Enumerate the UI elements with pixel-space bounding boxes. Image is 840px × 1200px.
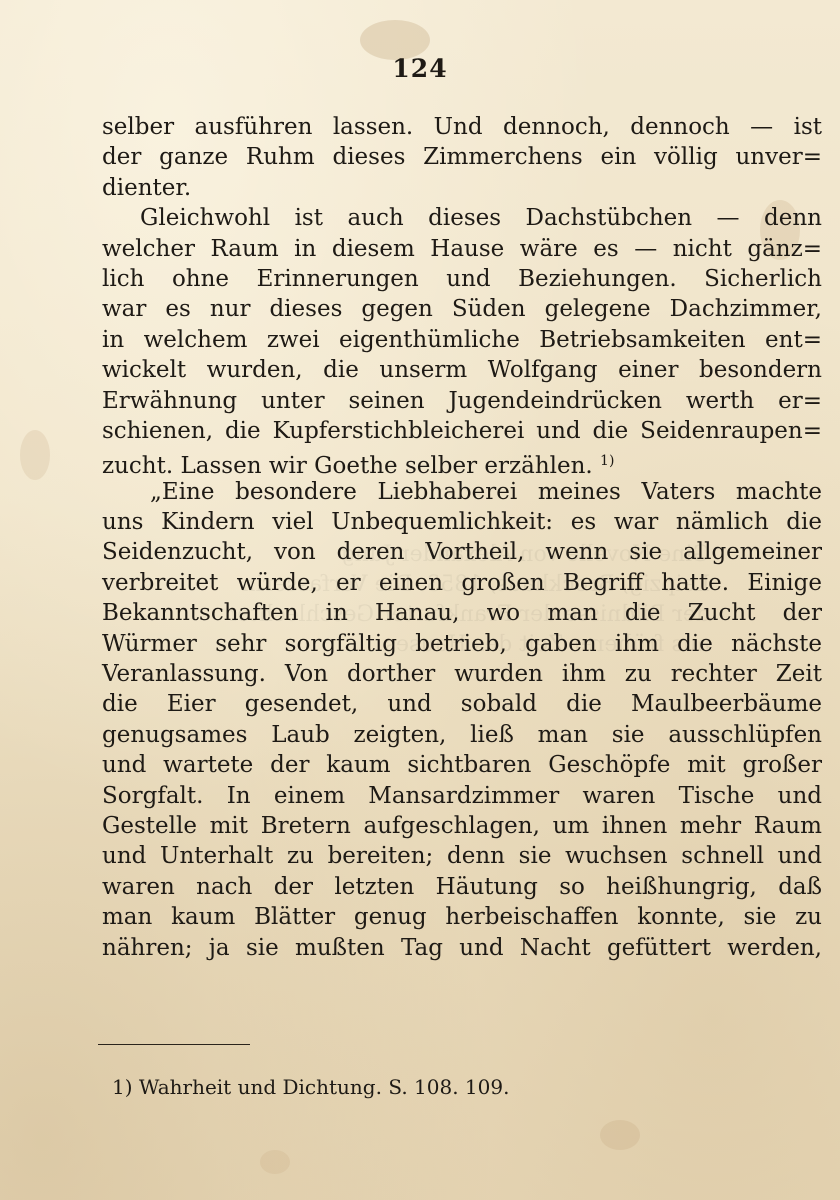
text-line: die Eier gesendet, und sobald die Maulbeerbäume (102, 691, 822, 718)
text-line: und wartete der kaum sichtbaren Geschöpfe mit großer (102, 752, 822, 779)
text-line: nähren; ja sie mußten Tag und Nacht gefüttert werden, (102, 934, 822, 961)
text-line: und Unterhalt zu bereiten; denn sie wuchsen schnell und (102, 843, 822, 870)
text-line: Veranlassung. Von dorther wurden ihm zu rechter Zeit (102, 661, 822, 688)
foxing-stain (600, 1120, 640, 1150)
text-line: war es nur dieses gegen Süden gelegene Dachzimmer, (102, 296, 822, 323)
text-line: dienter. (102, 174, 192, 201)
text-line: waren nach der letzten Häutung so heißhungrig, daß (102, 873, 822, 900)
text-line: Gestelle mit Bretern aufgeschlagen, um ihnen mehr Raum (102, 812, 822, 839)
text-line-with-footnote-ref (102, 446, 822, 480)
main-text (102, 112, 822, 963)
foxing-stain (260, 1150, 290, 1174)
text-line: Sorgfalt. In einem Mansardzimmer waren Tische und (102, 782, 822, 809)
text-line: der ganze Ruhm dieses Zimmerchens ein völlig unver= (102, 144, 822, 171)
text-line: wickelt wurden, die unserm Wolfgang einer besondern (102, 357, 822, 384)
footnote-reference: 1) (600, 453, 615, 470)
text-line: Erwähnung unter seinen Jugendeindrücken werth er= (102, 387, 822, 414)
text-line: lich ohne Erinnerungen und Beziehungen. Sicherlich (102, 265, 822, 292)
text-line: selber ausführen lassen. Und dennoch, dennoch — ist (102, 114, 822, 140)
text-line: in welchem zwei eigenthümliche Betriebsamkeiten ent= (102, 326, 822, 353)
text-line: welcher Raum in diesem Hause wäre es — nicht gänz= (102, 235, 822, 262)
text-line: Bekanntschaften in Hanau, wo man die Zucht der (102, 600, 822, 627)
footnote: 1) Wahrheit und Dichtung. S. 108. 109. (112, 1075, 510, 1099)
text-line: man kaum Blätter genug herbeischaffen konnte, sie zu (102, 904, 822, 931)
foxing-stain (20, 430, 50, 480)
page-number: 124 (392, 54, 448, 83)
text-line: „Eine besondere Liebhaberei meines Vaters machte (150, 478, 822, 505)
text-line: Seidenzucht, von deren Vortheil, wenn sie allgemeiner (102, 539, 822, 566)
text-line: Würmer sehr sorgfältig betrieb, gaben ihm die nächste (102, 630, 822, 657)
footnote-divider (98, 1044, 250, 1045)
text-line-content: zucht. Lassen wir Goethe selber erzählen. (102, 453, 593, 480)
text-line: schienen, die Kupferstichbleicherei und die Seidenraupen= (102, 417, 822, 444)
text-line: Gleichwohl ist auch dieses Dachstübchen — denn (140, 205, 822, 232)
text-line: genugsames Laub zeigten, ließ man sie ausschlüpfen (102, 721, 822, 748)
text-line: verbreitet würde, er einen großen Begriff hatte. Einige (102, 569, 822, 596)
text-line: uns Kindern viel Unbequemlichkeit: es war nämlich die (102, 509, 822, 536)
